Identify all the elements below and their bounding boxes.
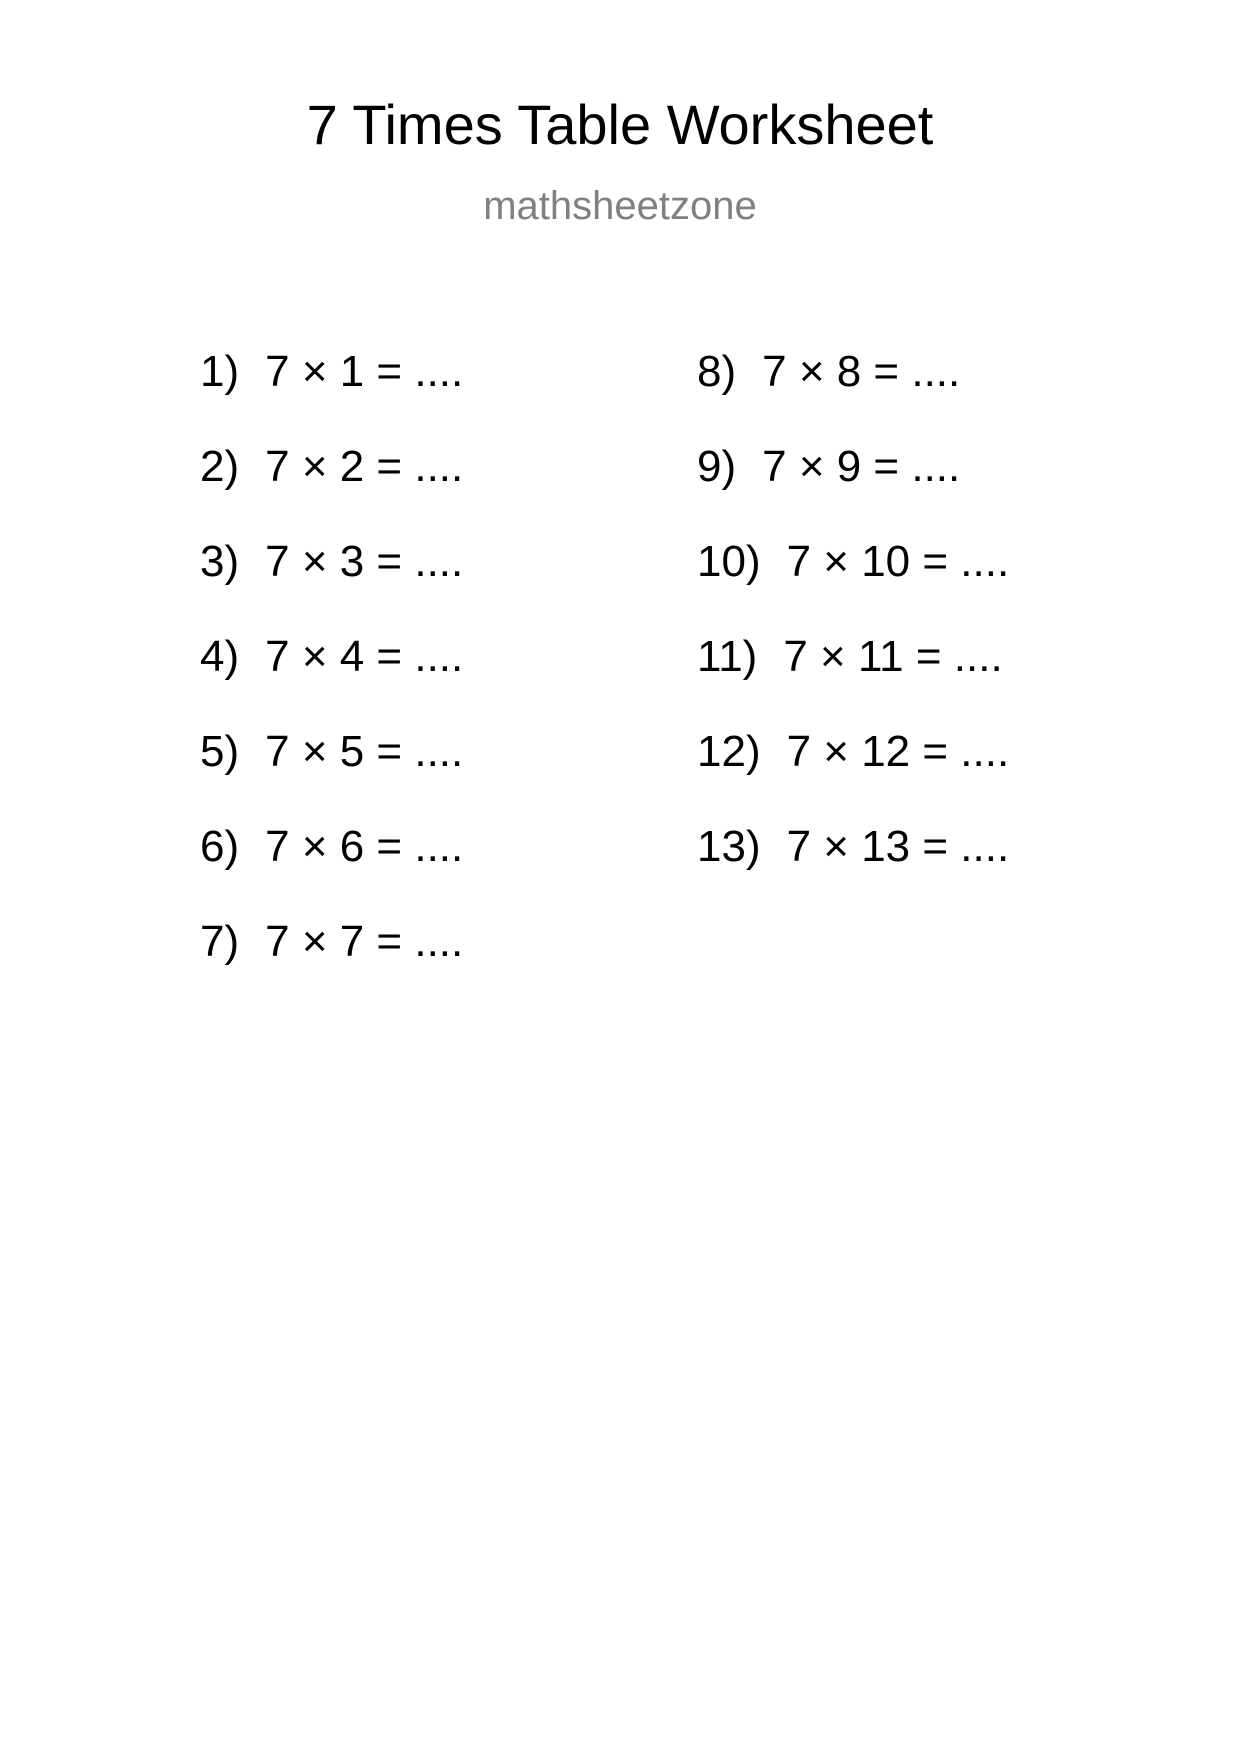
- problem-item: [200, 442, 464, 540]
- problem-number: 11): [697, 632, 758, 681]
- problem-item: [200, 727, 464, 825]
- problem-item: [697, 822, 1010, 920]
- problem-number: 9): [697, 442, 737, 491]
- problem-expression: 7 × 1 = ....: [265, 347, 464, 396]
- problem-expression: 7 × 3 = ....: [265, 537, 464, 586]
- problem-number: 3): [200, 537, 240, 586]
- problem-expression: 7 × 7 = ....: [265, 917, 464, 966]
- problem-item: [697, 442, 1009, 540]
- problem-item: [200, 917, 464, 1015]
- problem-item: [200, 822, 464, 920]
- problem-number: 10): [697, 537, 761, 586]
- problem-column-left: [200, 347, 464, 1015]
- problem-item: [200, 347, 464, 445]
- problem-item: [697, 727, 1010, 825]
- problem-number: 12): [697, 727, 761, 776]
- problem-number: 1): [200, 347, 240, 396]
- problem-item: [697, 632, 1009, 730]
- problem-number: 4): [200, 632, 240, 681]
- problem-number: 5): [200, 727, 240, 776]
- problem-expression: 7 × 6 = ....: [265, 822, 464, 871]
- problem-expression: 7 × 4 = ....: [265, 632, 464, 681]
- problem-expression: 7 × 10 = ....: [786, 537, 1010, 586]
- problem-number: 6): [200, 822, 240, 871]
- problem-expression: 7 × 8 = ....: [762, 347, 961, 396]
- problem-item: [200, 537, 464, 635]
- problem-number: 13): [697, 822, 761, 871]
- worksheet-source: mathsheetzone: [483, 184, 757, 228]
- problem-item: [200, 632, 464, 730]
- problem-expression: 7 × 5 = ....: [265, 727, 464, 776]
- problem-number: 8): [697, 347, 737, 396]
- problem-expression: 7 × 9 = ....: [762, 442, 961, 491]
- problem-number: 2): [200, 442, 240, 491]
- problem-expression: 7 × 12 = ....: [786, 727, 1010, 776]
- problem-number: 7): [200, 917, 240, 966]
- problem-expression: 7 × 13 = ....: [786, 822, 1010, 871]
- problem-item: [697, 347, 1009, 445]
- problem-expression: 7 × 11 = ....: [783, 632, 1003, 681]
- problem-column-right: [697, 347, 1010, 920]
- worksheet-title: 7 Times Table Worksheet: [306, 93, 934, 156]
- problem-item: [697, 537, 1010, 635]
- problem-expression: 7 × 2 = ....: [265, 442, 464, 491]
